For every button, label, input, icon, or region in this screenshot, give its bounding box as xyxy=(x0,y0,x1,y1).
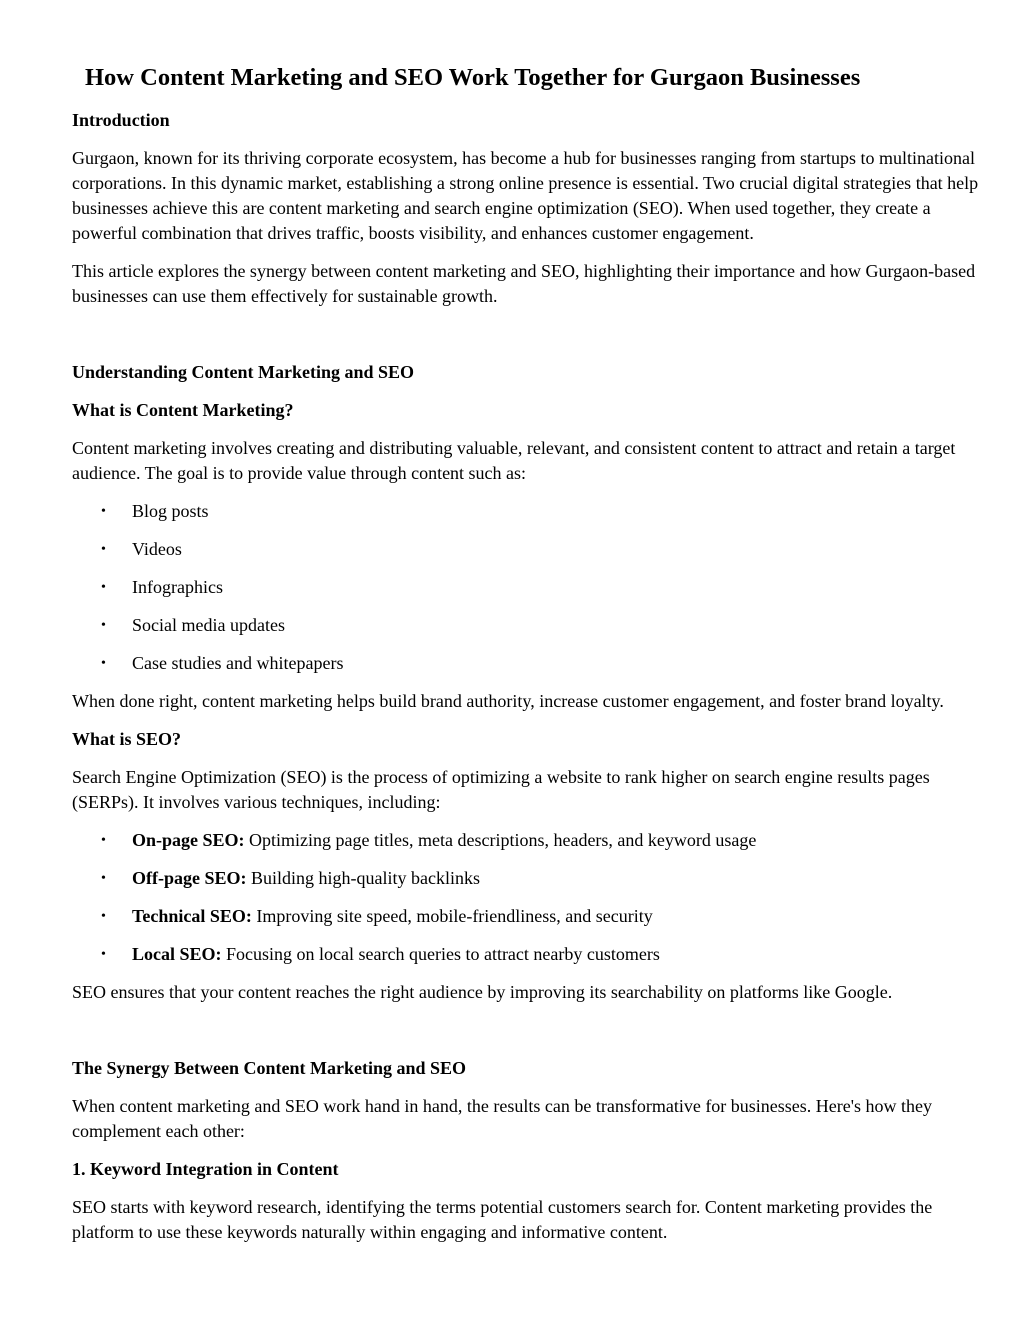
list-item: • Case studies and whitepapers xyxy=(72,651,997,676)
synergy-heading: The Synergy Between Content Marketing and SEO xyxy=(72,1058,467,1078)
bullet-icon: • xyxy=(101,542,106,557)
understanding-heading: Understanding Content Marketing and SEO xyxy=(72,362,415,382)
keyword-integration-heading: 1. Keyword Integration in Content xyxy=(72,1159,339,1179)
bullet-icon: • xyxy=(101,656,106,671)
list-item: • Technical SEO: Improving site speed, mobile-friendliness, and security xyxy=(72,904,997,929)
content-marketing-heading: What is Content Marketing? xyxy=(72,400,294,420)
bullet-icon: • xyxy=(101,504,106,519)
content-marketing-paragraph-1: Content marketing involves creating and distributing valuable, relevant, and consistent content to attract and retain a target audience. The goal is to provide value through content such as: xyxy=(72,438,956,483)
page-title: How Content Marketing and SEO Work Together for Gurgaon Businesses xyxy=(85,64,861,91)
seo-paragraph-1: Search Engine Optimization (SEO) is the process of optimizing a website to rank higher on search engine results pages (SERPs). It involves various techniques, including: xyxy=(72,767,930,812)
bullet-icon: • xyxy=(101,871,106,886)
list-item: • Social media updates xyxy=(72,613,997,638)
synergy-paragraph-1: When content marketing and SEO work hand in hand, the results can be transformative for businesses. Here's how they complement each other: xyxy=(72,1096,933,1141)
intro-paragraph-1: Gurgaon, known for its thriving corporate ecosystem, has become a hub for businesses ranging from startups to multinational corporations. In this dynamic market, establishing a strong online presence is essential. Two crucial digital strategies that help businesses achieve this are content marketing and search engine optimization (SEO). When used together, they create a powerful combination that drives traffic, boosts visibility, and enhances customer engagement. xyxy=(72,148,979,243)
list-item: • On-page SEO: Optimizing page titles, meta descriptions, headers, and keyword usage xyxy=(72,828,997,853)
list-item: • Blog posts xyxy=(72,499,997,524)
seo-paragraph-2: SEO ensures that your content reaches the right audience by improving its searchability on platforms like Google. xyxy=(72,982,893,1002)
content-types-list xyxy=(72,499,997,676)
bullet-icon: • xyxy=(101,947,106,962)
document-page xyxy=(72,60,997,1245)
list-item: • Local SEO: Focusing on local search queries to attract nearby customers xyxy=(72,942,997,967)
bullet-icon: • xyxy=(101,833,106,848)
intro-paragraph-2: This article explores the synergy between content marketing and SEO, highlighting their importance and how Gurgaon-based businesses can use them effectively for sustainable growth. xyxy=(72,261,976,306)
bullet-icon: • xyxy=(101,580,106,595)
keyword-integration-paragraph: SEO starts with keyword research, identifying the terms potential customers search for. Content marketing provides the platform to use these keywords naturally within engaging and informative content. xyxy=(72,1197,933,1242)
bullet-icon: • xyxy=(101,909,106,924)
list-item: • Infographics xyxy=(72,575,997,600)
seo-techniques-list xyxy=(72,828,997,967)
content-marketing-paragraph-2: When done right, content marketing helps build brand authority, increase customer engagement, and foster brand loyalty. xyxy=(72,691,944,711)
list-item: • Videos xyxy=(72,537,997,562)
intro-heading: Introduction xyxy=(72,110,170,130)
list-item: • Off-page SEO: Building high-quality backlinks xyxy=(72,866,997,891)
seo-heading: What is SEO? xyxy=(72,729,182,749)
bullet-icon: • xyxy=(101,618,106,633)
